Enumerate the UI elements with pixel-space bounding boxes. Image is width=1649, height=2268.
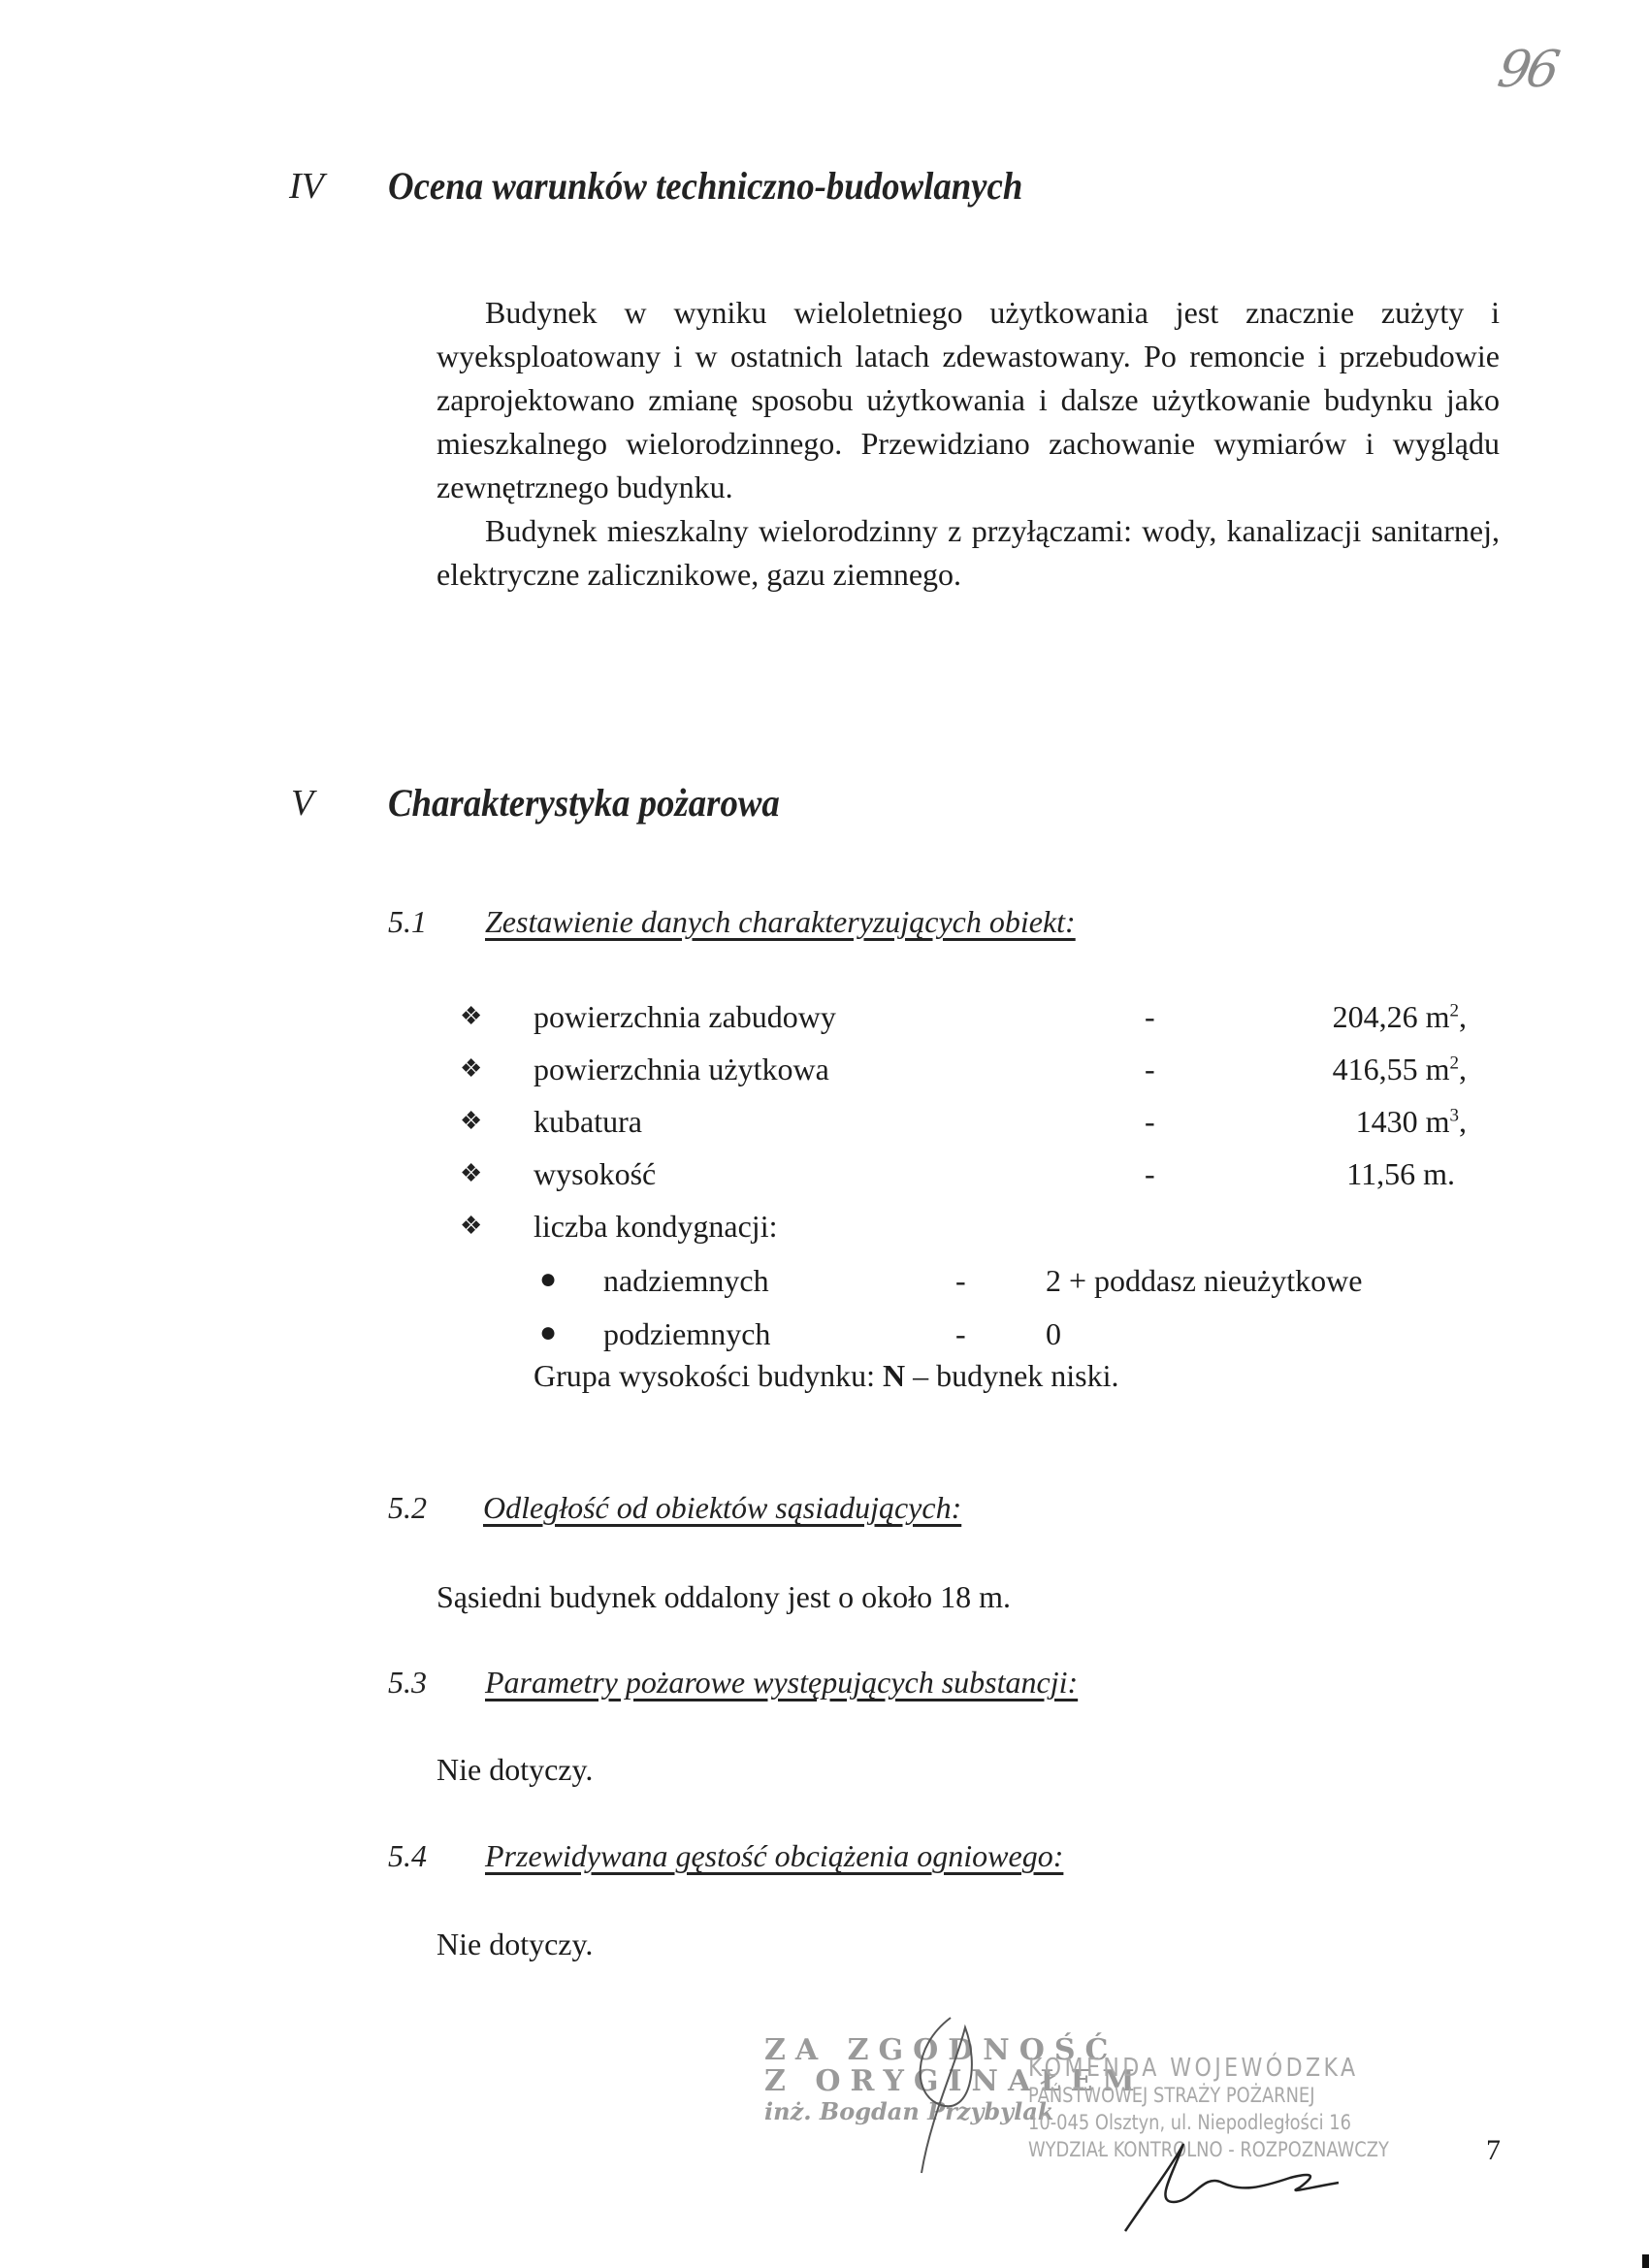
office-line-3: 10-045 Olsztyn, ul. Niepodległości 16 (1028, 2111, 1352, 2134)
subsection-5-2-title: Odległość od obiektów sąsiadujących: (483, 1490, 962, 1525)
signature-mark-2 (1116, 2134, 1387, 2241)
item-dash: - (1145, 1052, 1155, 1086)
subsection-5-1-title: Zestawienie danych charakteryzujących obiekt: (485, 904, 1076, 939)
subsection-5-4-number: 5.4 (388, 1838, 427, 1873)
storey-dash: - (955, 1316, 966, 1351)
dot-bullet-icon: ● (539, 1316, 558, 1348)
subsection-5-4-title: Przewidywana gęstość obciążenia ogniowego: (485, 1838, 1064, 1873)
scan-edge-mark (1642, 2254, 1649, 2268)
height-group-desc: – budynek niski. (913, 1358, 1119, 1393)
item-label: wysokość (534, 1156, 657, 1191)
section-v-number: V (291, 783, 314, 824)
subsection-5-1-number: 5.1 (388, 904, 427, 939)
item-dash: - (1145, 1104, 1155, 1139)
height-group-label: Grupa wysokości budynku: (534, 1358, 875, 1393)
storey-label: podziemnych (603, 1316, 771, 1351)
item-label: kubatura (534, 1104, 642, 1139)
item-dash: - (1145, 1156, 1155, 1191)
office-line-4: WYDZIAŁ KONTROLNO - ROZPOZNAWCZY (1028, 2138, 1389, 2161)
diamond-bullet-icon: ❖ (460, 1212, 483, 1240)
dot-bullet-icon: ● (539, 1263, 558, 1295)
height-group-line (534, 1358, 1119, 1394)
item-label: powierzchnia zabudowy (534, 999, 836, 1034)
section-iv-body (436, 291, 1500, 597)
subsection-5-3-title: Parametry pożarowe występujących substancji: (485, 1665, 1079, 1700)
section-iv-paragraph-1: Budynek w wyniku wieloletniego użytkowania jest znacznie zużyty i wyeksploatowany i w ostatnich latach zdewastowany. Po remoncie i przebudowie zaprojektowano zmianę sposobu użytkowania i dalsze użytkowanie budynku jako mieszkalnego wielorodzinnego. Przewidziano zachowanie wymiarów i wyglądu zewnętrznego budynku. (436, 295, 1500, 504)
office-line-2: PAŃSTWOWEJ STRAŻY POŻARNEJ (1028, 2084, 1315, 2107)
certification-line-2: Z ORYGINAŁEM (764, 2064, 1145, 2098)
item-label: powierzchnia użytkowa (534, 1052, 829, 1086)
item-value: 11,56 m. (1346, 1156, 1455, 1191)
signature-mark-1 (873, 2008, 1048, 2183)
subsection-5-2-text: Sąsiedni budynek oddalony jest o około 18 m. (436, 1579, 1011, 1614)
office-line-1: KOMENDA WOJEWÓDZKA (1028, 2054, 1359, 2083)
item-value: 204,26 $m^2$, (1332, 999, 1467, 1034)
certification-name: inż. Bogdan Przybylak (764, 2097, 1054, 2125)
storey-dash: - (955, 1263, 966, 1298)
page-number: 7 (1486, 2134, 1501, 2166)
section-iv-title: Ocena warunków techniczno-budowlanych (388, 164, 1023, 208)
certification-line-1: ZA ZGODNOŚĆ (764, 2033, 1118, 2067)
section-iv-number: IV (289, 166, 324, 207)
section-iv-paragraph-2: Budynek mieszkalny wielorodzinny z przyłączami: wody, kanalizacji sanitarnej, elektryczne zalicznikowe, gazu ziemnego. (436, 513, 1500, 592)
item-dash: - (1145, 999, 1155, 1034)
subsection-5-3-text: Nie dotyczy. (436, 1752, 594, 1787)
storey-value: 0 (1046, 1316, 1061, 1351)
subsection-5-4-text: Nie dotyczy. (436, 1927, 594, 1961)
section-v-title: Charakterystyka pożarowa (388, 781, 780, 825)
storey-value: 2 + poddasz nieużytkowe (1046, 1263, 1363, 1298)
handwritten-page-number: 96 (1493, 41, 1561, 99)
item-value: 1430 $m^3$, (1355, 1104, 1467, 1139)
item-value: 416,55 $m^2$, (1332, 1052, 1467, 1086)
subsection-5-2-number: 5.2 (388, 1490, 427, 1525)
diamond-bullet-icon: ❖ (460, 1159, 483, 1187)
diamond-bullet-icon: ❖ (460, 1054, 483, 1083)
diamond-bullet-icon: ❖ (460, 1107, 483, 1135)
height-group-code: N (882, 1358, 906, 1393)
storey-label: nadziemnych (603, 1263, 769, 1298)
diamond-bullet-icon: ❖ (460, 1002, 483, 1030)
subsection-5-3-number: 5.3 (388, 1665, 427, 1700)
item-label: liczba kondygnacji: (534, 1209, 778, 1244)
